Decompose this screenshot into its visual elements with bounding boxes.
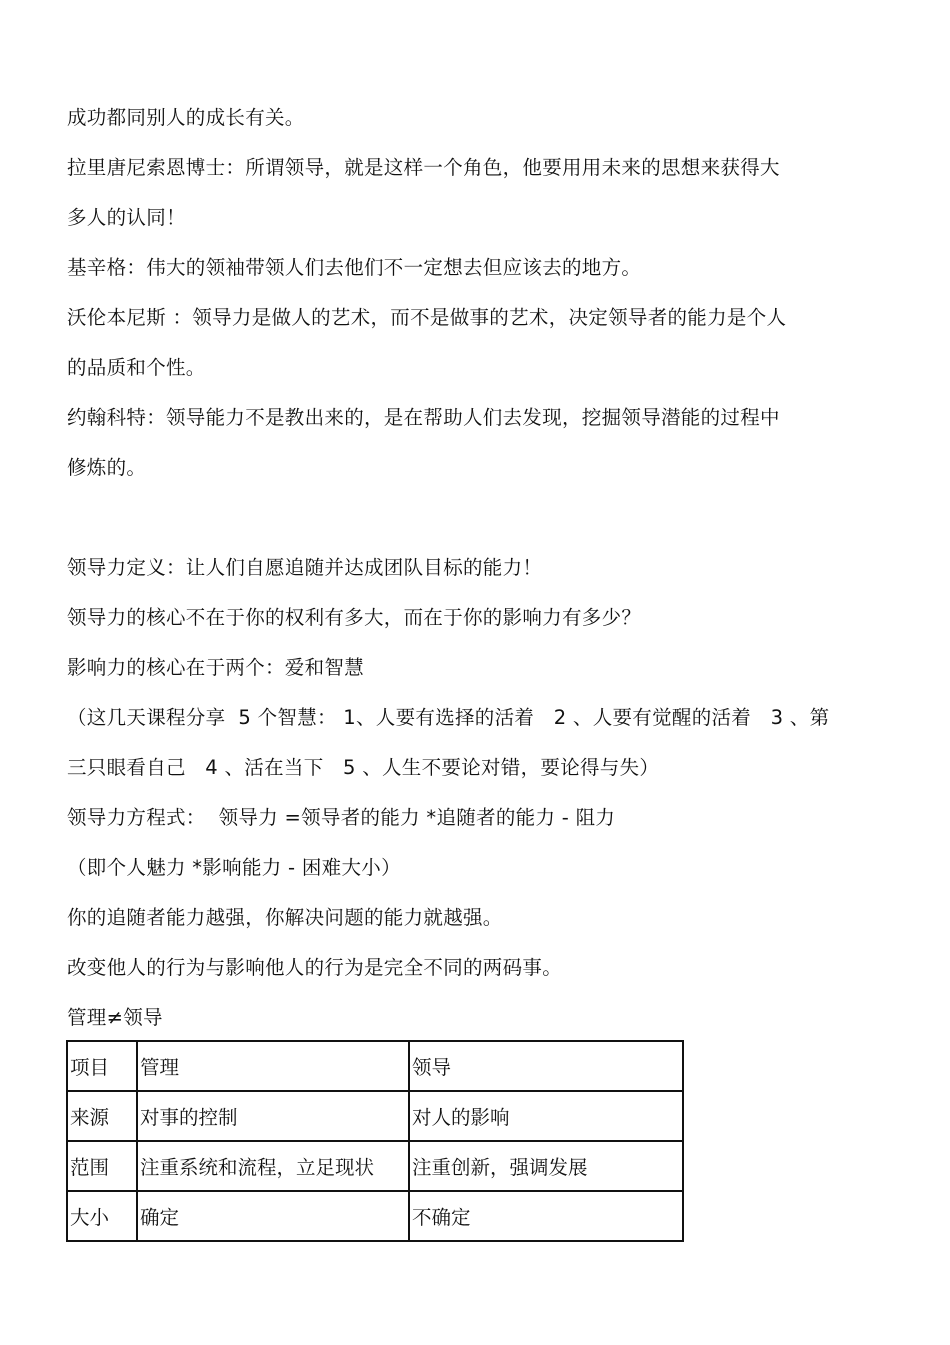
table-header-cell: 领导	[409, 1041, 683, 1091]
table-cell: 对事的控制	[137, 1091, 409, 1141]
paragraph: 改变他人的行为与影响他人的行为是完全不同的两码事。	[67, 956, 563, 979]
paragraph: 领导力定义：让人们自愿追随并达成团队目标的能力！	[67, 556, 543, 579]
paragraph: 管理≠领导	[67, 1006, 163, 1029]
paragraph: 基辛格：伟大的领袖带领人们去他们不一定想去但应该去的地方。	[67, 256, 642, 279]
comparison-table	[66, 1040, 684, 1242]
table-cell: 来源	[67, 1091, 137, 1141]
paragraph: 修炼的。	[67, 456, 147, 479]
paragraph: 的品质和个性。	[67, 356, 206, 379]
paragraph: 成功都同别人的成长有关。	[67, 106, 305, 129]
paragraph: 多人的认同！	[67, 206, 186, 229]
table-header-row	[67, 1041, 683, 1091]
table-cell: 注重系统和流程，立足现状	[137, 1141, 409, 1191]
paragraph: （即个人魅力 *影响能力 - 困难大小）	[67, 856, 401, 879]
table-header-cell: 项目	[67, 1041, 137, 1091]
table-cell: 不确定	[409, 1191, 683, 1241]
table-cell: 注重创新，强调发展	[409, 1141, 683, 1191]
paragraph: 你的追随者能力越强，你解决问题的能力就越强。	[67, 906, 503, 929]
paragraph: 影响力的核心在于两个：爱和智慧	[67, 656, 365, 679]
table-cell: 对人的影响	[409, 1091, 683, 1141]
paragraph: 领导力的核心不在于你的权利有多大，而在于你的影响力有多少？	[67, 606, 642, 629]
paragraph: 三只眼看自己 4 、活在当下 5 、人生不要论对错，要论得与失）	[67, 756, 660, 779]
paragraph: 沃伦本尼斯 ：领导力是做人的艺术，而不是做事的艺术，决定领导者的能力是个人	[67, 306, 787, 329]
paragraph: （这几天课程分享 5 个智慧： 1、人要有选择的活着 2 、人要有觉醒的活着 3 、第	[67, 706, 830, 729]
paragraph: 领导力方程式： 领导力 =领导者的能力 *追随者的能力 - 阻力	[67, 806, 616, 829]
paragraph: 约翰科特：领导能力不是教出来的，是在帮助人们去发现，挖掘领导潜能的过程中	[67, 406, 780, 429]
table-header-cell: 管理	[137, 1041, 409, 1091]
table-row	[67, 1191, 683, 1241]
table-cell: 范围	[67, 1141, 137, 1191]
table-cell: 确定	[137, 1191, 409, 1241]
table-row	[67, 1091, 683, 1141]
paragraph: 拉里唐尼索恩博士：所谓领导，就是这样一个角色，他要用用未来的思想来获得大	[67, 156, 780, 179]
table-cell: 大小	[67, 1191, 137, 1241]
table-row	[67, 1141, 683, 1191]
